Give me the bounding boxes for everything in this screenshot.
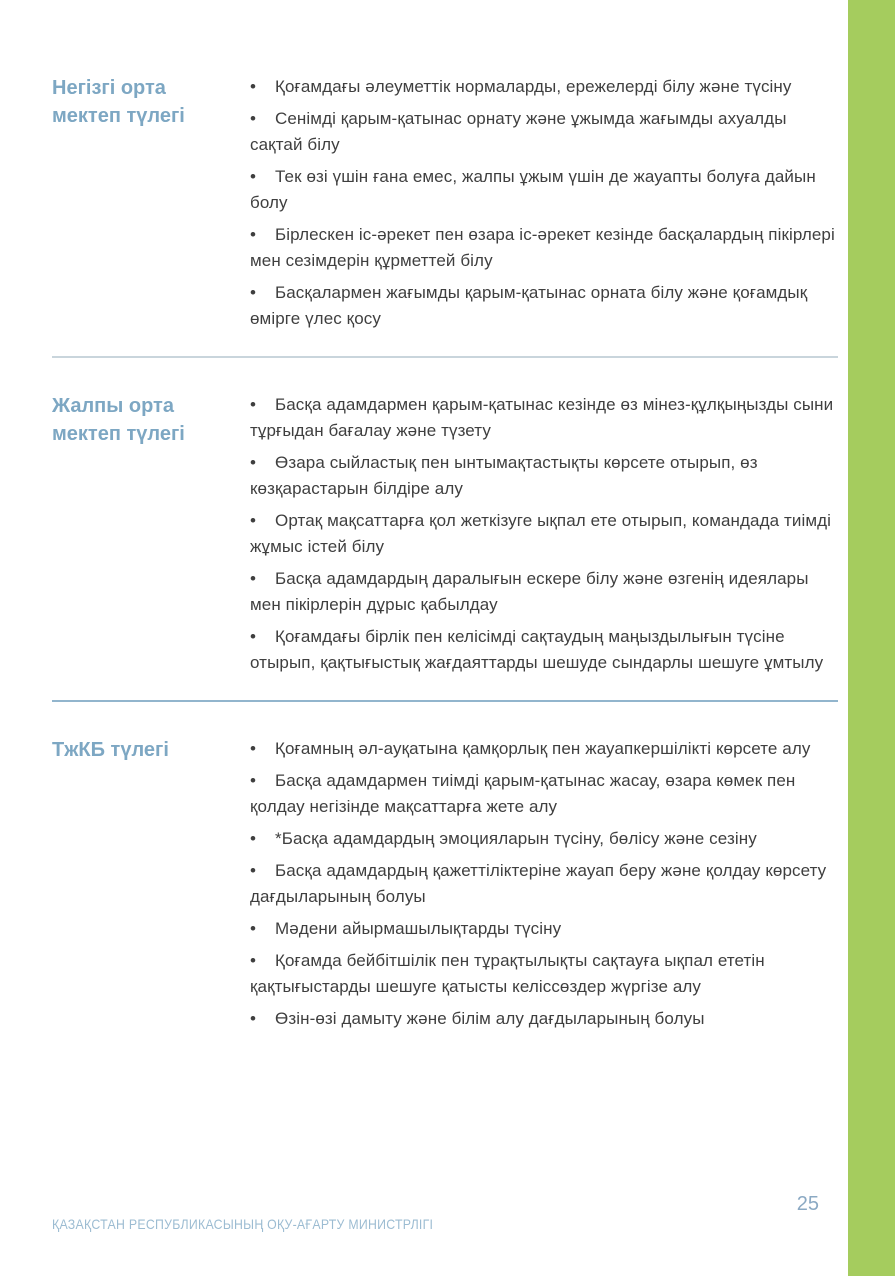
bullet-icon: • bbox=[250, 1009, 257, 1028]
right-accent-bar bbox=[848, 0, 895, 1276]
bullet-list bbox=[250, 74, 838, 332]
bullet-text: Сенімді қарым-қатынас орнату және ұжымда жағымды ахуалды сақтай білу bbox=[250, 109, 787, 154]
bullet-icon: • bbox=[250, 395, 257, 414]
bullet-item bbox=[250, 106, 838, 158]
bullet-text: Тек өзі үшін ғана емес, жалпы ұжым үшін де жауапты болуға дайын болу bbox=[250, 167, 816, 212]
bullet-text: Өзара сыйластық пен ынтымақтастықты көрсете отырып, өз көзқарастарын білдіре алу bbox=[250, 453, 758, 498]
bullet-text: Басқа адамдармен қарым-қатынас кезінде өз мінез-құлқыңызды сыни тұрғыдан бағалау және түзету bbox=[250, 395, 834, 440]
section-divider bbox=[52, 700, 838, 702]
bullet-item bbox=[250, 450, 838, 502]
bullet-list bbox=[250, 392, 838, 676]
bullet-icon: • bbox=[250, 283, 257, 302]
bullet-item bbox=[250, 74, 838, 100]
bullet-item bbox=[250, 768, 838, 820]
bullet-item bbox=[250, 858, 838, 910]
bullet-icon: • bbox=[250, 861, 257, 880]
section-heading: Жалпы орта мектеп түлегі bbox=[52, 395, 185, 445]
bullet-text: Қоғамдағы бірлік пен келісімді сақтаудың маңыздылығын түсіне отырып, қақтығыстық жағдаяттарды шешуде сындарлы шешуге ұмтылу bbox=[250, 627, 824, 672]
bullet-text: Басқалармен жағымды қарым-қатынас орната білу және қоғамдық өмірге үлес қосу bbox=[250, 283, 808, 328]
bullet-text: Басқа адамдардың даралығын ескере білу және өзгенің идеялары мен пікірлерін дұрыс қабылдау bbox=[250, 569, 809, 614]
bullet-icon: • bbox=[250, 109, 257, 128]
bullet-text: Қоғамның әл-ауқатына қамқорлық пен жауапкершілікті көрсете алу bbox=[275, 739, 811, 758]
bullet-icon: • bbox=[250, 225, 257, 244]
bullet-item bbox=[250, 566, 838, 618]
bullet-item bbox=[250, 392, 838, 444]
bullet-text: Ортақ мақсаттарға қол жеткізуге ықпал ете отырып, командада тиімді жұмыс істей білу bbox=[250, 511, 832, 556]
bullet-list bbox=[250, 736, 838, 1032]
bullet-text: Мәдени айырмашылықтарды түсіну bbox=[275, 919, 562, 938]
section-heading: Негізгі орта мектеп түлегі bbox=[52, 77, 185, 127]
bullet-text: Қоғамдағы әлеуметтік нормаларды, ережелерді білу және түсіну bbox=[275, 77, 792, 96]
bullet-icon: • bbox=[250, 627, 257, 646]
section-tzhkb bbox=[52, 736, 838, 1032]
bullet-icon: • bbox=[250, 951, 257, 970]
bullet-icon: • bbox=[250, 569, 257, 588]
bullet-item bbox=[250, 826, 838, 852]
bullet-text: *Басқа адамдардың эмоцияларын түсіну, бөлісу және сезіну bbox=[275, 829, 757, 848]
bullet-item bbox=[250, 736, 838, 762]
page-number: 25 bbox=[796, 1193, 819, 1215]
bullet-text: Қоғамда бейбітшілік пен тұрақтылықты сақтауға ықпал ететін қақтығыстарды шешуге қатысты келіссөздер жүргізе алу bbox=[250, 951, 765, 996]
bullet-item bbox=[250, 222, 838, 274]
bullet-text: Басқа адамдардың қажеттіліктеріне жауап беру және қолдау көрсету дағдыларының болуы bbox=[250, 861, 827, 906]
bullet-icon: • bbox=[250, 511, 257, 530]
section-divider bbox=[52, 356, 838, 358]
bullet-icon: • bbox=[250, 77, 257, 96]
bullet-item bbox=[250, 1006, 838, 1032]
bullet-item bbox=[250, 624, 838, 676]
footer-ministry-label: ҚАЗАҚСТАН РЕСПУБЛИКАСЫНЫҢ ОҚУ-АҒАРТУ МИНИСТРЛІГІ bbox=[52, 1216, 434, 1232]
bullet-item bbox=[250, 508, 838, 560]
section-zhalpy-orta bbox=[52, 392, 838, 676]
bullet-icon: • bbox=[250, 829, 257, 848]
section-heading: ТжКБ түлегі bbox=[52, 739, 169, 761]
bullet-icon: • bbox=[250, 771, 257, 790]
bullet-text: Басқа адамдармен тиімді қарым-қатынас жасау, өзара көмек пен қолдау негізінде мақсаттарға жете алу bbox=[250, 771, 796, 816]
bullet-icon: • bbox=[250, 739, 257, 758]
bullet-item bbox=[250, 280, 838, 332]
bullet-item bbox=[250, 948, 838, 1000]
bullet-text: Өзін-өзі дамыту және білім алу дағдыларының болуы bbox=[275, 1009, 705, 1028]
bullet-icon: • bbox=[250, 453, 257, 472]
section-negizgi-orta bbox=[52, 74, 838, 332]
bullet-icon: • bbox=[250, 167, 257, 186]
bullet-icon: • bbox=[250, 919, 257, 938]
bullet-text: Бірлескен іс-әрекет пен өзара іс-әрекет кезінде басқалардың пікірлері мен сезімдерін құрметтей білу bbox=[250, 225, 835, 270]
bullet-item bbox=[250, 916, 838, 942]
bullet-item bbox=[250, 164, 838, 216]
